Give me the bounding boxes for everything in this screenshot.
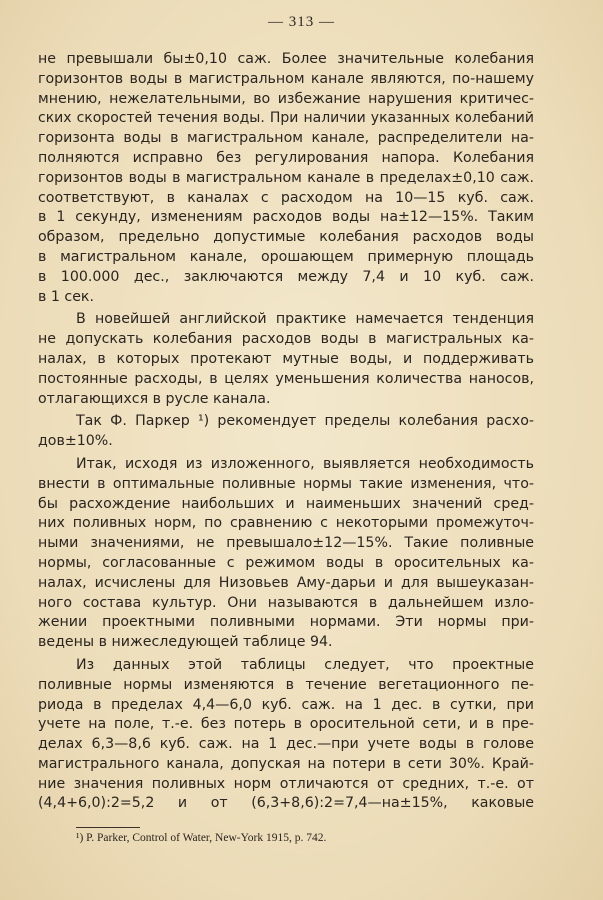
text-line: делах 6,3—8,6 куб. саж. на 1 дес.—при учете воды в голове: [38, 736, 534, 753]
text-line: бы расхождение наибольших и наименьших значений сред-: [38, 495, 534, 512]
page-number: — 313 —: [268, 14, 335, 30]
footnote-divider: [76, 827, 140, 828]
text-line: ведены в нижеследующей таблице 94.: [38, 634, 333, 651]
text-line: них поливных норм, по сравнению с некоторыми промежуточ-: [38, 515, 534, 532]
text-line: отлагающихся в русле канала.: [38, 390, 271, 407]
text-line: горизонта воды в магистральном канале, распределители на-: [38, 130, 534, 147]
text-line: ного состава культур. Они называются в дальнейшем изло-: [38, 594, 534, 611]
text-line: внести в оптимальные поливные нормы такие изменения, что-: [38, 475, 534, 492]
text-line: не превышали бы±0,10 саж. Более значительные колебания: [38, 51, 534, 67]
text-line: Так Ф. Паркер ¹) рекомендует пределы колебания расхо-: [76, 413, 534, 430]
text-line: мнению, нежелательными, во избежание нарушения критичес-: [38, 90, 534, 107]
text-line: в 100.000 дес., заключаются между 7,4 и 10 куб. саж.: [38, 268, 534, 285]
footnote: ¹) P. Parker, Control of Water, New-York 1915, p. 742.: [76, 832, 327, 844]
text-line: учете на поле, т.-е. без потерь в оросительной сети, и в пре-: [38, 716, 534, 733]
text-line: соответствуют, в каналах с расходом на 10—15 куб. саж.: [38, 189, 534, 206]
text-line: в магистральном канале, орошающем примерную площадь: [38, 248, 534, 265]
text-line: налах, в которых протекают мутные воды, и поддерживать: [38, 350, 534, 367]
text-line: В новейшей английской практике намечается тенденция: [76, 311, 534, 328]
text-line: Итак, исходя из изложенного, выявляется необходимость: [76, 455, 534, 472]
text-line: полняются исправно без регулирования напора. Колебания: [38, 149, 534, 166]
text-line: образом, предельно допустимые колебания расходов воды: [38, 229, 534, 246]
text-line: риода в пределах 4,4—6,0 куб. саж. на 1 дес. в сутки, при: [38, 696, 534, 713]
text-line: Из данных этой таблицы следует, что проектные: [76, 656, 534, 673]
text-line: налах, исчислены для Низовьев Аму-дарьи и для вышеуказан-: [38, 574, 534, 591]
text-line: постоянные расходы, в целях уменьшения количества наносов,: [38, 370, 534, 387]
text-line: дов±10%.: [38, 433, 113, 450]
text-line: ских скоростей течения воды. При наличии указанных колебаний: [38, 110, 534, 127]
text-line: ными значениями, не превышало±12—15%. Такие поливные: [38, 535, 534, 552]
body-text: [38, 50, 534, 814]
text-line: ние значения поливных норм отличаются от средних, т.-е. от: [38, 775, 534, 792]
text-line: поливные нормы изменяются в течение вегетационного пе-: [38, 676, 534, 693]
text-line: горизонтов воды в магистральном канале являются, по-нашему: [38, 70, 534, 87]
text-line: нормы, согласованные с режимом воды в оросительных ка-: [38, 554, 534, 571]
text-line: горизонтов воды в магистральном канале в пределах±0,10 саж.: [38, 169, 534, 186]
text-line: (4,4+6,0):2=5,2 и от (6,3+8,6):2=7,4—на±15%, каковые: [38, 795, 534, 812]
text-line: не допускать колебания расходов воды в магистральных ка-: [38, 331, 534, 348]
text-line: жении проектными поливными нормами. Эти нормы при-: [38, 614, 534, 631]
text-line: магистрального канала, допуская на потери в сети 30%. Край-: [38, 755, 534, 772]
text-line: в 1 сек.: [38, 288, 95, 305]
text-line: в 1 секунду, изменениям расходов воды на±12—15%. Таким: [38, 209, 534, 226]
